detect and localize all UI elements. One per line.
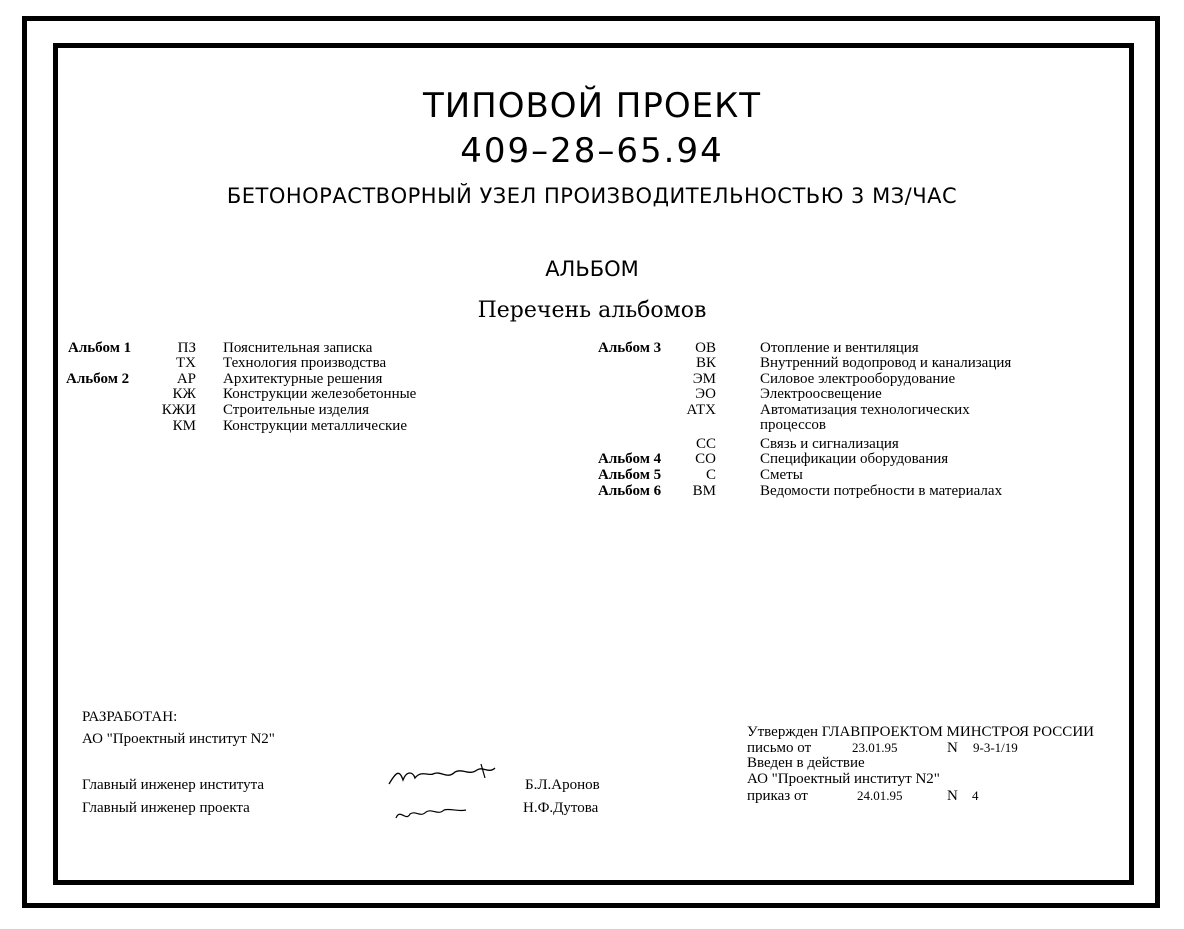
approval-order-n: N	[947, 788, 958, 804]
approval-letter-number: 9-3-1/19	[973, 740, 1018, 755]
right-row-name: Автоматизация технологических	[760, 402, 970, 418]
right-row-name: Ведомости потребности в материалах	[760, 483, 1003, 499]
right-row-code: ВМ	[692, 483, 716, 499]
left-row-code: ПЗ	[177, 340, 196, 356]
right-row-code: СС	[695, 436, 716, 452]
left-row-code: КЖИ	[161, 402, 196, 418]
approval-letter-date: 23.01.95	[852, 740, 898, 755]
right-row-name: Сметы	[760, 467, 803, 483]
left-row-name: Конструкции металлические	[223, 418, 407, 434]
left-row-album: Альбом 2	[66, 371, 130, 387]
approval-order-number: 4	[972, 788, 979, 803]
right-row-name: процессов	[760, 417, 826, 433]
right-row-name: Внутренний водопровод и канализация	[760, 355, 1012, 371]
right-row-name: Силовое электрооборудование	[760, 371, 956, 387]
chief-inst-name: Б.Л.Аронов	[525, 777, 600, 793]
approval-letter-n: N	[947, 740, 958, 756]
chief-proj-label: Главный инженер проекта	[82, 800, 250, 816]
right-row-name: Связь и сигнализация	[760, 436, 899, 452]
project-subtitle: БЕТОНОРАСТВОРНЫЙ УЗЕЛ ПРОИЗВОДИТЕЛЬНОСТЬЮ 3 МЗ/ЧАС	[226, 184, 958, 208]
right-row-code: ЭО	[695, 386, 716, 402]
left-row-code: КЖ	[172, 386, 196, 402]
album-list-title: Перечень альбомов	[477, 298, 707, 323]
project-number: 409–28–65.94	[460, 131, 724, 171]
right-row-name: Отопление и вентиляция	[760, 340, 919, 356]
approval-order-label: приказ от	[747, 788, 808, 804]
signature-chief-inst	[385, 760, 505, 792]
right-row-code: С	[705, 467, 716, 483]
right-row-album: Альбом 5	[598, 467, 662, 483]
left-row-code: КМ	[172, 418, 196, 434]
right-row-code: АТХ	[686, 402, 716, 418]
right-row-name: Электроосвещение	[760, 386, 882, 402]
approval-letter-label: письмо от	[747, 740, 812, 756]
right-row-album: Альбом 4	[598, 451, 662, 467]
left-row-name: Технология производства	[223, 355, 387, 371]
left-row-name: Архитектурные решения	[223, 371, 383, 387]
approval-order-date: 24.01.95	[857, 788, 903, 803]
approval-line4: АО "Проектный институт N2"	[747, 771, 940, 787]
right-row-album: Альбом 3	[598, 340, 662, 356]
right-row-code: ЭМ	[692, 371, 716, 387]
chief-proj-name: Н.Ф.Дутова	[523, 800, 599, 816]
right-row-name: Спецификации оборудования	[760, 451, 949, 467]
left-row-album: Альбом 1	[68, 340, 132, 356]
album-heading: АЛЬБОМ	[545, 257, 639, 281]
left-row-code: ТХ	[176, 355, 196, 371]
approval-line3: Введен в действие	[747, 755, 865, 771]
right-row-album: Альбом 6	[598, 483, 662, 499]
signature-chief-proj	[392, 800, 472, 826]
approval-line1: Утвержден ГЛАВПРОЕКТОМ МИНСТРОЯ РОССИИ	[747, 724, 1094, 740]
right-row-code: ОВ	[695, 340, 716, 356]
doc-type-title: ТИПОВОЙ ПРОЕКТ	[422, 86, 762, 126]
left-row-code: АР	[176, 371, 196, 387]
left-row-name: Пояснительная записка	[223, 340, 373, 356]
left-row-name: Строительные изделия	[223, 402, 370, 418]
right-row-code: СО	[695, 451, 716, 467]
developer-org: АО "Проектный институт N2"	[82, 731, 275, 747]
chief-inst-label: Главный инженер института	[82, 777, 265, 793]
right-row-code: ВК	[695, 355, 716, 371]
left-row-name: Конструкции железобетонные	[223, 386, 417, 402]
developer-label: РАЗРАБОТАН:	[82, 709, 178, 725]
